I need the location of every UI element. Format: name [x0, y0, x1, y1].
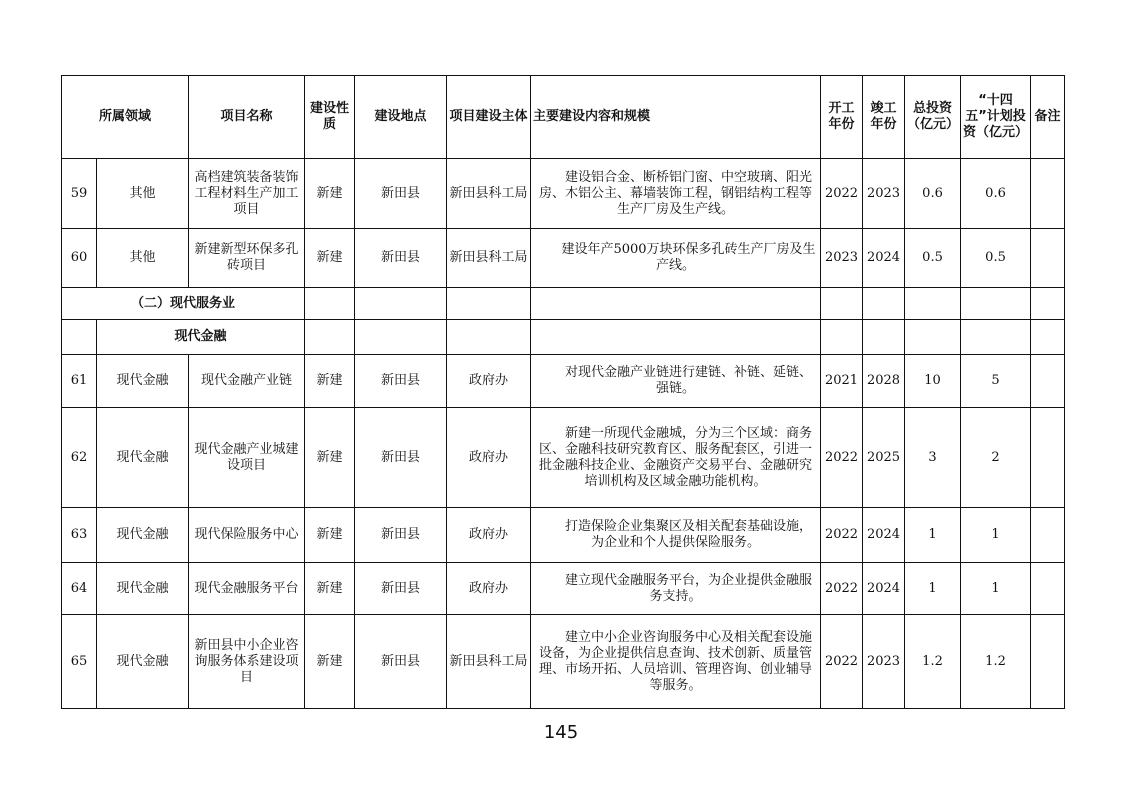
table-row: [62, 563, 1065, 615]
project-table: [61, 75, 1065, 709]
row-end: 2023: [863, 159, 905, 229]
empty-cell: [905, 320, 961, 355]
row-start: 2021: [821, 355, 863, 408]
header-domain: 所属领域: [62, 76, 189, 159]
row-number: 61: [62, 355, 97, 408]
header-remark: 备注: [1031, 76, 1065, 159]
subsection-title: 现代金融: [97, 320, 305, 355]
row-location: 新田县: [355, 563, 447, 615]
empty-cell: [863, 288, 905, 320]
row-content: 建立现代金融服务平台，为企业提供金融服务支持。: [531, 563, 821, 615]
row-start: 2022: [821, 615, 863, 709]
empty-cell: [447, 320, 531, 355]
row-location: 新田县: [355, 615, 447, 709]
row-owner: 新田县科工局: [447, 615, 531, 709]
section-title: （二）现代服务业: [62, 288, 305, 320]
header-name: 项目名称: [189, 76, 305, 159]
page-number: 145: [543, 722, 579, 743]
row-number: 65: [62, 615, 97, 709]
row-start: 2022: [821, 159, 863, 229]
row-name: 新建新型环保多孔砖项目: [189, 229, 305, 288]
table-row: [62, 229, 1065, 288]
row-start: 2022: [821, 508, 863, 563]
table-row: [62, 159, 1065, 229]
subsection-row: [62, 320, 1065, 355]
table-header-row: [62, 76, 1065, 159]
row-number: 64: [62, 563, 97, 615]
row-name: 现代金融服务平台: [189, 563, 305, 615]
row-owner: 政府办: [447, 563, 531, 615]
empty-cell: [961, 288, 1031, 320]
empty-cell: [1031, 320, 1065, 355]
row-remark: [1031, 508, 1065, 563]
empty-cell: [305, 320, 355, 355]
table-row: [62, 355, 1065, 408]
header-content: 主要建设内容和规模: [531, 76, 821, 159]
table-row: [62, 508, 1065, 563]
row-owner: 政府办: [447, 508, 531, 563]
row-plan: 2: [961, 408, 1031, 508]
row-end: 2024: [863, 229, 905, 288]
row-plan: 0.5: [961, 229, 1031, 288]
row-name: 新田县中小企业咨询服务体系建设项目: [189, 615, 305, 709]
row-content: 建设铝合金、断桥铝门窗、中空玻璃、阳光房、木铝公主、幕墙装饰工程，钢铝结构工程等生产厂房及生产线。: [531, 159, 821, 229]
row-total: 3: [905, 408, 961, 508]
row-total: 0.5: [905, 229, 961, 288]
row-nature: 新建: [305, 408, 355, 508]
row-number: 63: [62, 508, 97, 563]
row-total: 1: [905, 508, 961, 563]
row-content: 打造保险企业集聚区及相关配套基础设施，为企业和个人提供保险服务。: [531, 508, 821, 563]
row-remark: [1031, 229, 1065, 288]
row-domain: 现代金融: [97, 615, 189, 709]
row-name: 现代金融产业城建设项目: [189, 408, 305, 508]
row-remark: [1031, 355, 1065, 408]
row-domain: 现代金融: [97, 508, 189, 563]
row-end: 2028: [863, 355, 905, 408]
row-nature: 新建: [305, 563, 355, 615]
row-end: 2023: [863, 615, 905, 709]
row-end: 2024: [863, 508, 905, 563]
header-nature: 建设性质: [305, 76, 355, 159]
row-domain: 其他: [97, 229, 189, 288]
row-start: 2022: [821, 563, 863, 615]
row-start: 2023: [821, 229, 863, 288]
row-total: 1: [905, 563, 961, 615]
row-number: 60: [62, 229, 97, 288]
row-location: 新田县: [355, 229, 447, 288]
empty-cell: [821, 320, 863, 355]
row-name: 现代保险服务中心: [189, 508, 305, 563]
row-remark: [1031, 159, 1065, 229]
row-location: 新田县: [355, 508, 447, 563]
row-owner: 政府办: [447, 355, 531, 408]
header-owner: 项目建设主体: [447, 76, 531, 159]
row-end: 2024: [863, 563, 905, 615]
row-content: 建设年产5000万块环保多孔砖生产厂房及生产线。: [531, 229, 821, 288]
row-domain: 现代金融: [97, 408, 189, 508]
row-name: 现代金融产业链: [189, 355, 305, 408]
header-plan: “十四五”计划投资（亿元）: [961, 76, 1031, 159]
row-owner: 政府办: [447, 408, 531, 508]
row-location: 新田县: [355, 408, 447, 508]
row-nature: 新建: [305, 615, 355, 709]
row-nature: 新建: [305, 159, 355, 229]
row-nature: 新建: [305, 355, 355, 408]
row-remark: [1031, 615, 1065, 709]
empty-cell: [1031, 288, 1065, 320]
empty-cell: [905, 288, 961, 320]
table-row: [62, 408, 1065, 508]
row-number: 62: [62, 408, 97, 508]
empty-cell: [305, 288, 355, 320]
row-remark: [1031, 563, 1065, 615]
row-content: 对现代金融产业链进行建链、补链、延链、强链。: [531, 355, 821, 408]
empty-cell: [531, 288, 821, 320]
empty-cell: [531, 320, 821, 355]
empty-cell: [863, 320, 905, 355]
row-name: 高档建筑装备装饰工程材料生产加工项目: [189, 159, 305, 229]
empty-cell: [62, 320, 97, 355]
row-total: 10: [905, 355, 961, 408]
row-total: 1.2: [905, 615, 961, 709]
row-end: 2025: [863, 408, 905, 508]
row-start: 2022: [821, 408, 863, 508]
row-nature: 新建: [305, 508, 355, 563]
row-owner: 新田县科工局: [447, 229, 531, 288]
header-location: 建设地点: [355, 76, 447, 159]
row-plan: 1: [961, 508, 1031, 563]
header-total: 总投资（亿元）: [905, 76, 961, 159]
header-start: 开工年份: [821, 76, 863, 159]
row-plan: 1: [961, 563, 1031, 615]
empty-cell: [355, 288, 447, 320]
empty-cell: [821, 288, 863, 320]
empty-cell: [961, 320, 1031, 355]
empty-cell: [447, 288, 531, 320]
empty-cell: [355, 320, 447, 355]
row-domain: 现代金融: [97, 563, 189, 615]
row-plan: 5: [961, 355, 1031, 408]
row-location: 新田县: [355, 355, 447, 408]
row-total: 0.6: [905, 159, 961, 229]
row-plan: 0.6: [961, 159, 1031, 229]
row-content: 建立中小企业咨询服务中心及相关配套设施设备，为企业提供信息查询、技术创新、质量管理、市场开拓、人员培训、管理咨询、创业辅导等服务。: [531, 615, 821, 709]
row-domain: 其他: [97, 159, 189, 229]
row-location: 新田县: [355, 159, 447, 229]
row-domain: 现代金融: [97, 355, 189, 408]
row-nature: 新建: [305, 229, 355, 288]
row-owner: 新田县科工局: [447, 159, 531, 229]
row-content: 新建一所现代金融城，分为三个区域：商务区、金融科技研究教育区、服务配套区，引进一批金融科技企业、金融资产交易平台、金融研究培训机构及区域金融功能机构。: [531, 408, 821, 508]
section-row: [62, 288, 1065, 320]
header-end: 竣工年份: [863, 76, 905, 159]
table-row: [62, 615, 1065, 709]
row-remark: [1031, 408, 1065, 508]
row-plan: 1.2: [961, 615, 1031, 709]
row-number: 59: [62, 159, 97, 229]
